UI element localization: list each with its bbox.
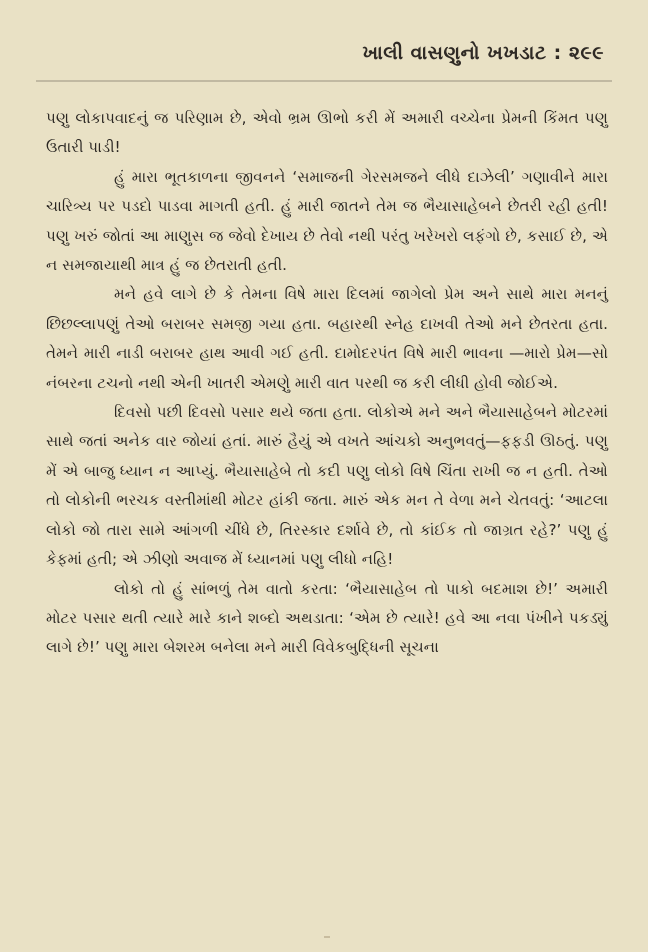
paragraph: હું મારા ભૂતકાળના જીવનને ‘સમાજની ગેરસમજને લીધે દાઝેલી’ ગણાવીને મારા ચારિત્ર્ય પર પડદો પાડવા માગતી હતી. હું મારી જાતને તેમ જ ભૈયાસાહેબને છેતરી રહી હતી! પણુ ખરું જોતાં આ માણુસ જ જેવો દેખાય છે તેવો નથી પરંતુ ખરેખરો લફંગો છે, કસાઈ છે, એ ન સમજાયાથી માત્ર હું જ છેતરાતી હતી. [46,167,608,275]
page-speck [324,936,330,938]
paragraph: મને હવે લાગે છે કે તેમના વિષે મારા દિલમાં જાગેલો પ્રેમ અને સાથે મારા મનનું છિછલ્લાપણું તેઓ બરાબર સમજી ગયા હતા. બહારથી સ્નેહ દાખવી તેઓ મને છેતરતા હતા. તેમને મારી નાડી બરાબર હાથ આવી ગઈ હતી. દામોદરપંત વિષે મારી ભાવના —મારો પ્રેમ—સો નંબરના ટચનો નથી એની ખાતરી એમણુે મારી વાત પરથી જ કરી લીધી હોવી જોઈએ. [46,285,608,392]
paragraph: દિવસો પછી દિવસો પસાર થયે જતા હતા. લોકોએ મને અને ભૈયાસાહેબને મોટરમાં સાથે જતાં અનેક વાર જોયાં હતાં. મારું હૈયું એ વખતે આંચકો અનુભવતું—ફફડી ઊઠતું. પણુ મેં એ બાજુ ધ્યાન ન આપ્યું. ભૈયાસાહેબે તો કદી પણુ લોકો વિષે ચિંતા રાખી જ ન હતી. તેઓ તો લોકોની ભરચક વસ્તીમાંથી મોટર હાંકી જતા. મારું એક મન તે વેળા મને ચેતવતું: ‘આટલા લોકો જો તારા સામે આંગળી ચીંધે છે, તિરસ્કાર દર્શાવે છે, તો કાંઈક તો જાગ્રત રહે?’ પણુ હું કેફમાં હતી; એ ઝીણો અવાજ મેં ધ્યાનમાં પણુ લીધો નહિ! [46,403,608,569]
paragraph: લોકો તો હું સાંભળું તેમ વાતો કરતા: ‘ભૈયાસાહેબ તો પાકો બદમાશ છે!’ અમારી મોટર પસાર થતી ત્યારે મારે કાને શબ્દો અથડાતા: ‘એમ છે ત્યારે! હવે આ નવા પંખીને પકડ્યું લાગે છે!’ પણુ મારા બેશરમ બનેલા મને મારી વિવેકબુદ્ધિની સૂચના [46,579,608,657]
paragraph: પણુ લોકાપવાદનું જ પરિણામ છે, એવો ભ્રમ ઊભો કરી મેં અમારી વચ્ચેના પ્રેમની કિંમત પણુ ઉતારી પાડી! [46,109,608,157]
header-rule [36,80,612,82]
body-text [46,104,608,663]
running-header: ખાલી વાસણુનો ખખડાટ : ૨૯૯ [362,42,604,64]
